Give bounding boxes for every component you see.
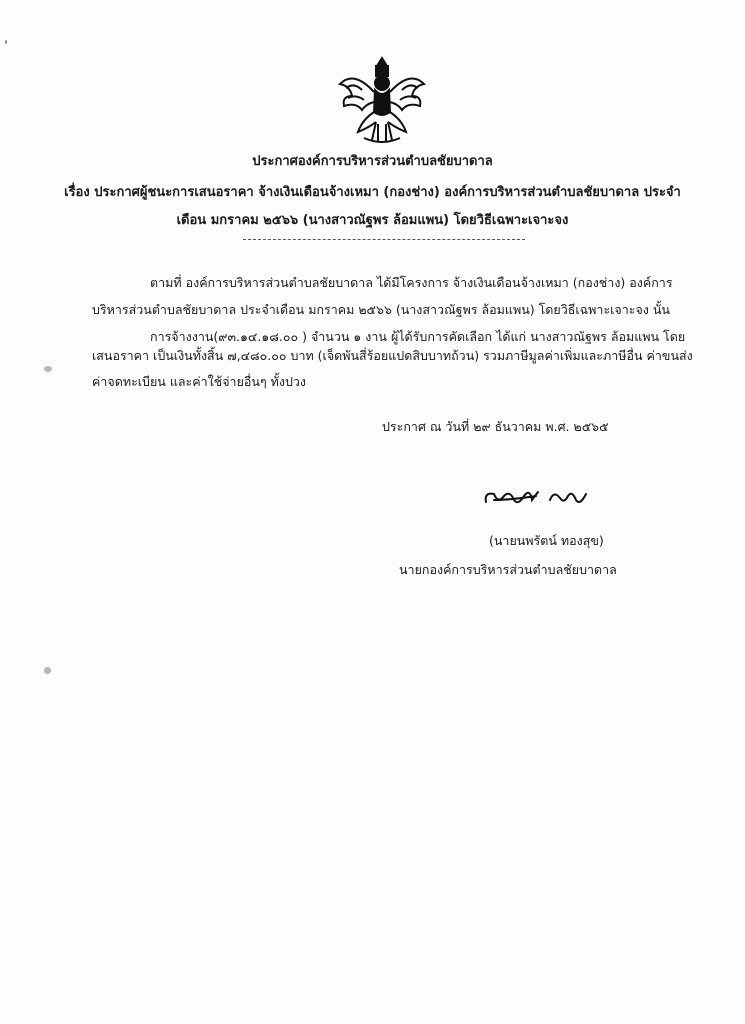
subject-line-1: เรื่อง ประกาศผู้ชนะการเสนอราคา จ้างเงินเดือนจ้างเหมา (กองช่าง) องค์การบริหารส่วนตำบลชัยบาดาล ประจำ xyxy=(64,185,681,200)
body-line-4: เสนอราคา เป็นเงินทั้งสิ้น ๗,๔๘๐.๐๐ บาท (เจ็ดพันสี่ร้อยแปดสิบบาทถ้วน) รวมภาษีมูลค่าเพิ่มและภาษีอื่น ค่าขนส่ง xyxy=(92,348,693,363)
handwritten-signature xyxy=(480,478,600,518)
subject-line-2: เดือน มกราคม ๒๕๖๖ (นางสาวณัฐพร ล้อมแพน) โดยวิธีเฉพาะเจาะจง xyxy=(176,213,569,228)
signer-name: (นายนพรัตน์ ทองสุข) xyxy=(489,533,604,548)
body-line-2: บริหารส่วนตำบลชัยบาดาล ประจำเดือน มกราคม ๒๕๖๖ (นางสาวณัฐพร ล้อมแพน) โดยวิธีเฉพาะเจาะจง นั้น xyxy=(92,302,670,317)
scan-speck xyxy=(44,667,51,674)
divider-line xyxy=(243,239,525,240)
body-line-1: ตามที่ องค์การบริหารส่วนตำบลชัยบาดาล ได้มีโครงการ จ้างเงินเดือนจ้างเหมา (กองช่าง) องค์การ xyxy=(150,275,673,290)
garuda-emblem xyxy=(332,50,432,150)
announcement-date: ประกาศ ณ วันที่ ๒๙ ธันวาคม พ.ศ. ๒๕๖๕ xyxy=(382,419,609,434)
scan-speck xyxy=(5,40,7,44)
org-title: ประกาศองค์การบริหารส่วนตำบลชัยบาดาล xyxy=(252,154,493,169)
body-line-5: ค่าจดทะเบียน และค่าใช้จ่ายอื่นๆ ทั้งปวง xyxy=(92,374,307,389)
body-line-3: การจ้างงาน(๙๓.๑๔.๑๘.๐๐ ) จำนวน ๑ งาน ผู้ได้รับการคัดเลือก ได้แก่ นางสาวณัฐพร ล้อมแพน โดย xyxy=(150,329,686,344)
scan-speck xyxy=(44,366,52,372)
signer-title: นายกองค์การบริหารส่วนตำบลชัยบาดาล xyxy=(399,562,617,577)
